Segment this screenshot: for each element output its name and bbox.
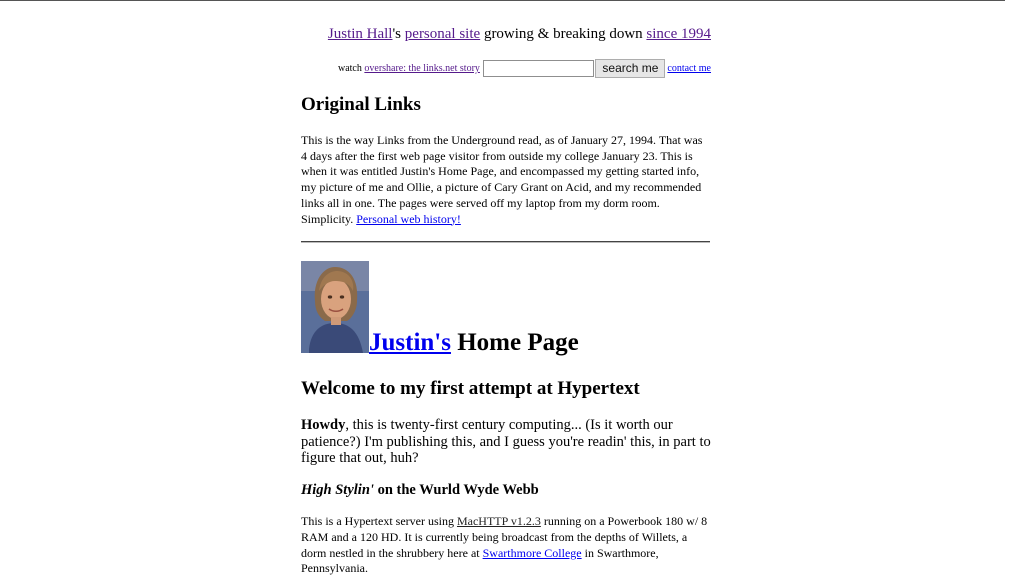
home-page-title	[369, 327, 579, 359]
howdy-text: , this is twenty-first century computing... (Is it worth our patience?) I'm publishing this, and I guess you're readin' this, in part to figure that out, huh?	[301, 417, 711, 466]
high-stylin-heading	[301, 481, 539, 499]
contact-me-link[interactable]: contact me	[667, 63, 711, 74]
high-stylin-em: High Stylin'	[301, 482, 374, 498]
search-button[interactable]: search me	[595, 59, 665, 78]
tagline-middle: growing & breaking down	[480, 26, 647, 42]
tagline-possessive: 's	[392, 26, 405, 42]
top-border	[0, 0, 1005, 1]
home-page-title-rest: Home Page	[450, 329, 579, 356]
server-paragraph	[301, 514, 711, 577]
site-tagline	[301, 26, 711, 43]
watch-label: watch	[337, 63, 365, 74]
welcome-heading: Welcome to my first attempt at Hypertext	[301, 378, 640, 399]
original-links-heading: Original Links	[301, 94, 421, 115]
horizontal-divider	[301, 241, 710, 243]
justin-photo	[301, 261, 369, 353]
search-row	[301, 59, 711, 78]
original-links-body: This is the way Links from the Underground read, as of January 27, 1994. That was 4 days after the first web page visitor from outside my college January 23. This is when it was entitled Justin's Home Page, and encompassed my getting started info, my picture of me and Ollie, a picture of Cary Grant on Acid, and my recommended links all in one. The pages were served off my laptop from my dorm room. Simplicity.	[301, 133, 703, 226]
howdy-paragraph	[301, 417, 711, 467]
machttp-link[interactable]: MacHTTP v1.2.3	[456, 514, 541, 528]
swarthmore-college-link[interactable]: Swarthmore College	[482, 545, 582, 560]
high-stylin-rest: on the Wurld Wyde Webb	[373, 482, 539, 498]
since-1994-link[interactable]: since 1994	[646, 26, 711, 42]
personal-web-history-link[interactable]: Personal web history!	[356, 211, 461, 226]
personal-site-link[interactable]: personal site	[404, 26, 481, 42]
justins-link[interactable]: Justin's	[369, 329, 451, 356]
justin-hall-link[interactable]: Justin Hall	[327, 26, 393, 42]
server-text-2: running on a Powerbook 180 w/ 8 RAM and a 120 HD. It is currently being broadcast from the depths of Willets, a dorm nestled in the shrubbery here at	[301, 514, 708, 560]
portrait-image	[301, 261, 369, 353]
search-input[interactable]	[483, 60, 594, 77]
server-text-1: This is a Hypertext server using	[301, 514, 457, 528]
howdy-bold: Howdy	[301, 417, 346, 433]
server-text-3: in Swarthmore, Pennsylvania.	[301, 545, 659, 576]
overshare-link[interactable]: overshare: the links.net story	[364, 63, 480, 74]
original-links-paragraph	[301, 133, 711, 227]
